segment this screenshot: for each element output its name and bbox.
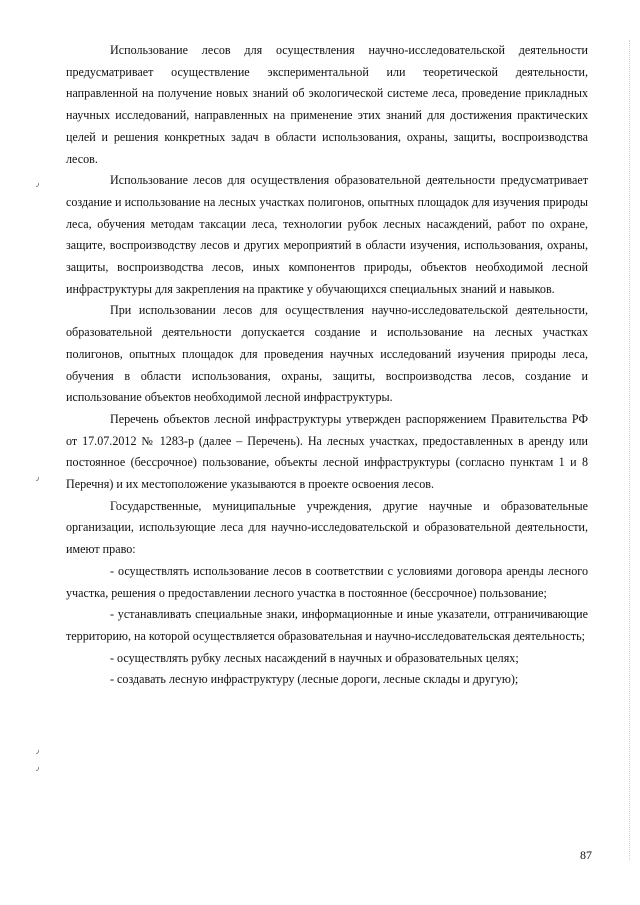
margin-mark: ٫ [36,762,40,773]
margin-mark: ٫ [36,745,40,756]
list-item: - устанавливать специальные знаки, информационные и иные указатели, отграничивающие территорию, на которой осуществляется образовательная и научно-исследовательская деятельность; [66,607,588,643]
list-item: - создавать лесную инфраструктуру (лесные дороги, лесные склады и другую); [110,672,519,687]
list-item: - осуществлять рубку лесных насаждений в научных и образовательных целях; [110,650,519,665]
page-edge-line [629,40,630,860]
paragraph-organizations-rights: Государственные, муниципальные учреждения, другие научные и образовательные организации, использующие леса для научно-исследовательской и образовательной деятельности, имеют право: [66,498,588,557]
paragraph-research-use: Использование лесов для осуществления научно-исследовательской деятельности предусматривает осуществление экспериментальной или теоретической деятельности, направленной на получение новых знаний об экологической системе леса, проведение прикладных научных исследований, направленных на применение этих знаний для достижения практических целей и решения конкретных задач в области использования, охраны, защиты, воспроизводства лесов. [66,43,588,166]
list-item: - осуществлять использование лесов в соответствии с условиями договора аренды лесного участка, решения о предоставлении лесного участка в постоянное (бессрочное) пользование; [66,563,588,600]
paragraph-educational-use: Использование лесов для осуществления образовательной деятельности предусматривает создание и использование на лесных участках полигонов, опытных площадок для изучения природы леса, обучения методам таксации леса, технологии рубок лесных насаждений, работ по охране, защите, воспроизводству лесов и других мероприятий в области изучения, использования, охраны, защиты, воспроизводства лесов, иных компонентов природы, объектов необходимой лесной инфраструктуры для закрепления на практике у обучающихся специальных знаний и навыков. [66,173,588,296]
document-body [66,40,588,691]
page-number: 87 [580,848,592,862]
paragraph-infrastructure-list: Перечень объектов лесной инфраструктуры утвержден распоряжением Правительства РФ от 17.07.2012 № 1283-р (далее – Перечень). На лесных участках, предоставленных в аренду или постоянное (бессрочное) пользование, объекты лесной инфраструктуры (согласно пунктам 1 и 8 Перечня) и их местоположение указываются в проекте освоения лесов. [66,411,588,492]
paragraph-polygons-and-plots: При использовании лесов для осуществления научно-исследовательской деятельности, образовательной деятельности допускается создание и использование на лесных участках полигонов, опытных площадок для проведения научных исследований изучения природы леса, обучения в области использования, охраны, защиты, воспроизводства лесов, создание и использование объектов необходимой лесной инфраструктуры. [66,303,588,405]
margin-mark: ٫ [36,178,40,189]
margin-mark: ٫ [36,472,40,483]
